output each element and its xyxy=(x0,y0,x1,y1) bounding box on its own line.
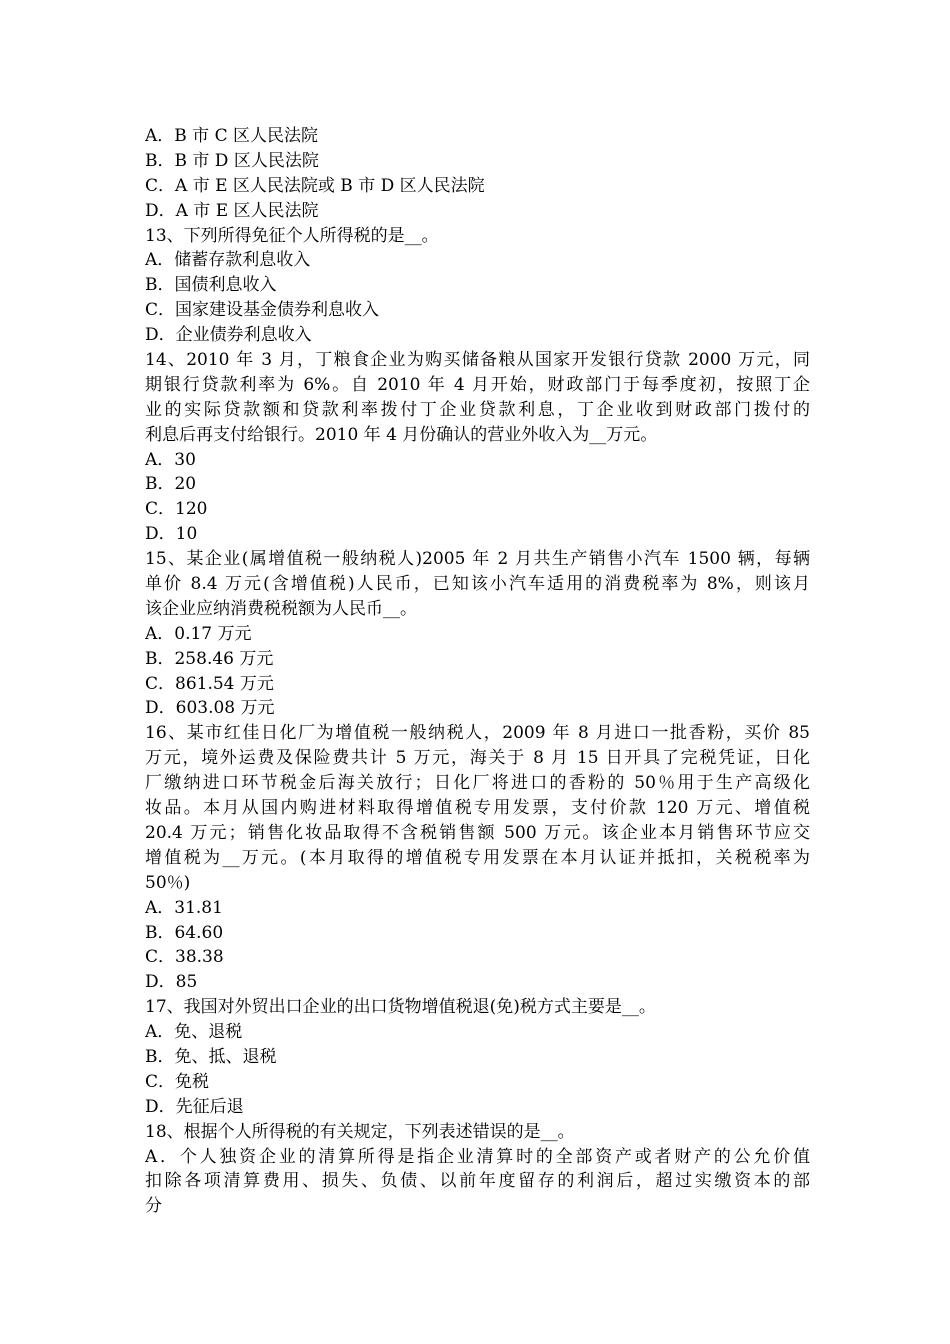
option-c-q13: C．国家建设基金债券利息收入 xyxy=(145,300,380,321)
question-16-line-6: 增值税为__万元。(本月取得的增值税专用发票在本月认证并抵扣，关税税率为 xyxy=(145,847,810,868)
option-a-q16: A．31.81 xyxy=(145,897,223,918)
question-16-line-5: 20.4 万元；销售化妆品取得不含税销售额 500 万元。该企业本月销售环节应交 xyxy=(145,822,810,843)
question-16-line-2: 万元，境外运费及保险费共计 5 万元，海关于 8 月 15 日开具了完税凭证，日化 xyxy=(145,748,810,769)
option-a-q18-line-1: A．个人独资企业的清算所得是指企业清算时的全部资产或者财产的公允价值 xyxy=(145,1146,810,1167)
option-b-q13: B．国债利息收入 xyxy=(145,275,277,296)
question-16-line-3: 厂缴纳进口环节税金后海关放行；日化厂将进口的香粉的 50％用于生产高级化 xyxy=(145,773,810,794)
option-a-q17: A．免、退税 xyxy=(145,1022,243,1043)
question-18: 18、根据个人所得税的有关规定，下列表述错误的是__。 xyxy=(145,1121,575,1142)
option-b-q15: B．258.46 万元 xyxy=(145,648,274,669)
question-14-line-1: 14、2010 年 3 月，丁粮食企业为购买储备粮从国家开发银行贷款 2000 万元，同 xyxy=(145,350,810,371)
question-15-line-1: 15、某企业(属增值税一般纳税人)2005 年 2 月共生产销售小汽车 1500 辆，每辆 xyxy=(145,549,810,570)
question-14-line-2: 期银行贷款利率为 6%。自 2010 年 4 月开始，财政部门于每季度初，按照丁企 xyxy=(145,374,810,395)
option-a-q13: A．储蓄存款利息收入 xyxy=(145,250,311,271)
option-b-q16: B．64.60 xyxy=(145,922,224,943)
question-15-line-2: 单价 8.4 万元(含增值税)人民币，已知该小汽车适用的消费税率为 8%，则该月 xyxy=(145,574,810,595)
option-d-q13: D．企业债券利息收入 xyxy=(145,325,312,346)
option-a-q14: A．30 xyxy=(145,449,196,470)
option-c-q16: C．38.38 xyxy=(145,947,224,968)
option-b-q17: B．免、抵、退税 xyxy=(145,1046,277,1067)
option-c-q17: C．免税 xyxy=(145,1071,210,1092)
option-c-q14: C．120 xyxy=(145,499,208,520)
option-a-q18-line-3: 分 xyxy=(145,1196,162,1217)
question-13: 13、下列所得免征个人所得税的是__。 xyxy=(145,225,439,246)
option-c-q15: C．861.54 万元 xyxy=(145,673,274,694)
question-14-line-4: 利息后再支付给银行。2010 年 4 月份确认的营业外收入为__万元。 xyxy=(145,424,658,445)
question-16-line-7: 50％) xyxy=(145,872,191,893)
question-15-line-3: 该企业应纳消费税税额为人民币__。 xyxy=(145,598,417,619)
question-16-line-1: 16、某市红佳日化厂为增值税一般纳税人，2009 年 8 月进口一批香粉，买价 85 xyxy=(145,723,810,744)
option-d-q16: D．85 xyxy=(145,972,198,993)
document-page xyxy=(145,124,810,1219)
option-d-q15: D．603.08 万元 xyxy=(145,698,275,719)
option-d-q14: D．10 xyxy=(145,524,198,545)
option-a-q12: A．B 市 C 区人民法院 xyxy=(145,126,318,146)
option-b-q14: B．20 xyxy=(145,474,197,495)
option-c-q12: C．A 市 E 区人民法院或 B 市 D 区人民法院 xyxy=(145,175,485,196)
question-17: 17、我国对外贸出口企业的出口货物增值税退(免)税方式主要是__。 xyxy=(145,997,656,1018)
option-b-q12: B．B 市 D 区人民法院 xyxy=(145,150,319,171)
question-16-line-4: 妆品。本月从国内购进材料取得增值税专用发票，支付价款 120 万元、增值税 xyxy=(145,798,810,819)
option-d-q12: D．A 市 E 区人民法院 xyxy=(145,200,319,221)
option-a-q18-line-2: 扣除各项清算费用、损失、负债、以前年度留存的利润后，超过实缴资本的部 xyxy=(145,1171,810,1192)
option-d-q17: D．先征后退 xyxy=(145,1096,244,1117)
question-14-line-3: 业的实际贷款额和贷款利率拨付丁企业贷款利息，丁企业收到财政部门拨付的 xyxy=(145,399,810,420)
option-a-q15: A．0.17 万元 xyxy=(145,623,252,644)
